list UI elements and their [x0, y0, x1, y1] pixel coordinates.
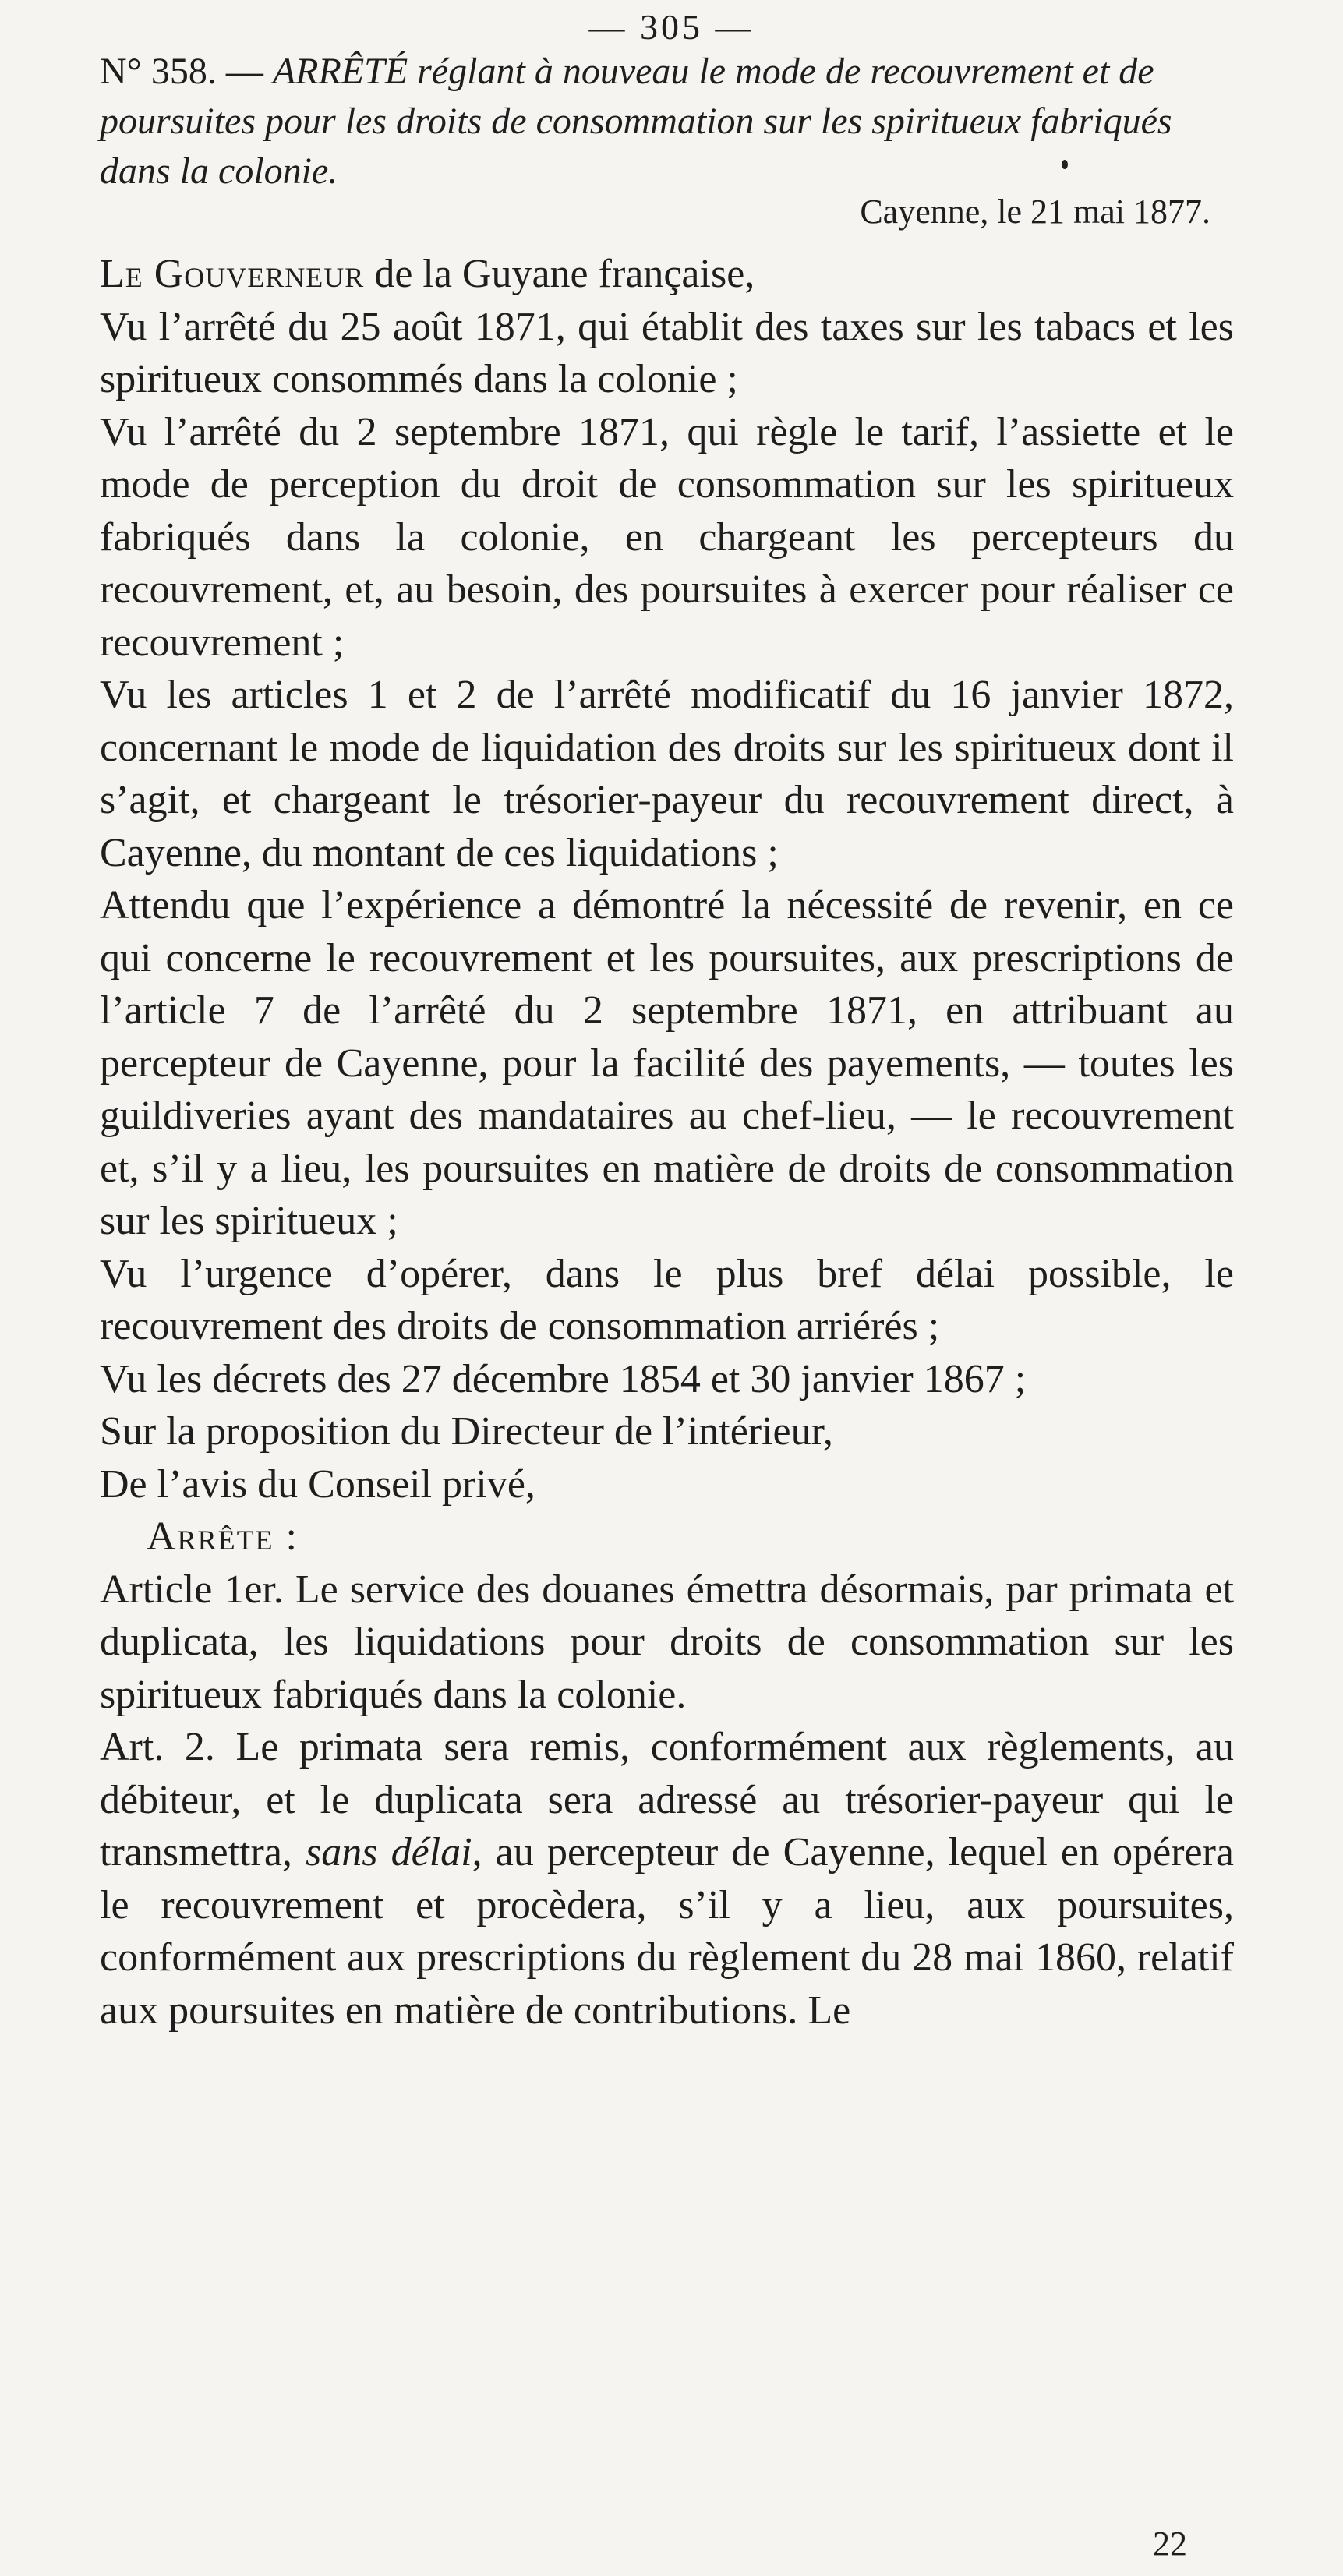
decree-body [100, 248, 1234, 2037]
recital-6: Vu les décrets des 27 décembre 1854 et 30 janvier 1867 ; [100, 1356, 1027, 1401]
recital-8: De l’avis du Conseil privé, [100, 1461, 535, 1507]
recital-4: Attendu que l’expérience a démontré la nécessité de revenir, en ce qui concerne le recouvrement et les poursuites, aux prescriptions de l’article 7 de l’arrêté du 2 septembre 1871, en attribuant au percepteur de Cayenne, pour la facilité des payements, — toutes les guildiveries ayant des mandataires au chef-lieu, — le recouvrement et, s’il y a lieu, les poursuites en matière de droits de consommation sur les spiritueux ; [100, 883, 1234, 1243]
ink-speck [1062, 160, 1068, 169]
article-2-text-a: Le primata sera remis, conformément aux règlements, au débiteur, et le duplicata sera adressé au trésorier-payeur qui le transmettra, [100, 1725, 1234, 1875]
intro-caps: Le Gouverneur [100, 252, 365, 296]
article-2-label: Art. 2. [100, 1725, 215, 1769]
recital-7: Sur la proposition du Directeur de l’intérieur, [100, 1409, 833, 1454]
article-1-text: Le service des douanes émettra désormais, par primata et duplicata, les liquidations pour droits de consommation sur les spiritueux fabriqués dans la colonie. [100, 1567, 1235, 1717]
article-2 [100, 1721, 1234, 2037]
intro-paragraph [100, 248, 1234, 301]
arrete-heading: Arrête : [147, 1514, 299, 1559]
article-1-label: Article 1er. [100, 1567, 284, 1612]
intro-rest: de la Guyane française, [364, 252, 755, 296]
page-number: — 305 — [588, 7, 755, 47]
signature-mark: 22 [1153, 2525, 1187, 2563]
decree-heading: ARRÊTÉ réglant à nouveau le mode de recouvrement et de poursuites pour les droits de consommation sur les spiritueux fabriqués dans la colonie. [100, 51, 1172, 192]
date-line: Cayenne, le 21 mai 1877. [860, 193, 1210, 231]
article-2-text-b: , au percepteur de Cayenne, lequel en opérera le recouvrement et procèdera, s’il y a lieu, aux poursuites, conformément aux prescriptions du règlement du 28 mai 1860, relatif aux poursuites en matière de contributions. Le [100, 1830, 1234, 2033]
recital-2: Vu l’arrêté du 2 septembre 1871, qui règle le tarif, l’assiette et le mode de perception du droit de consommation sur les spiritueux fabriqués dans la colonie, en chargeant les percepteurs du recouvrement, et, au besoin, des poursuites à exercer pour réaliser ce recouvrement ; [100, 409, 1234, 665]
recital-1: Vu l’arrêté du 25 août 1871, qui établit des taxes sur les tabacs et les spiritueux consommés dans la colonie ; [100, 304, 1234, 401]
decree-title [100, 47, 1234, 196]
recital-3: Vu les articles 1 et 2 de l’arrêté modificatif du 16 janvier 1872, concernant le mode de liquidation des droits sur les spiritueux dont il s’agit, et chargeant le trésorier-payeur du recouvrement direct, à Cayenne, du montant de ces liquidations ; [100, 673, 1234, 875]
recital-5: Vu l’urgence d’opérer, dans le plus bref délai possible, le recouvrement des droits de consommation arriérés ; [100, 1251, 1234, 1348]
article-2-italic: sans délai [306, 1830, 472, 1875]
decree-number: N° 358. — [100, 51, 263, 92]
article-1 [100, 1564, 1234, 1722]
